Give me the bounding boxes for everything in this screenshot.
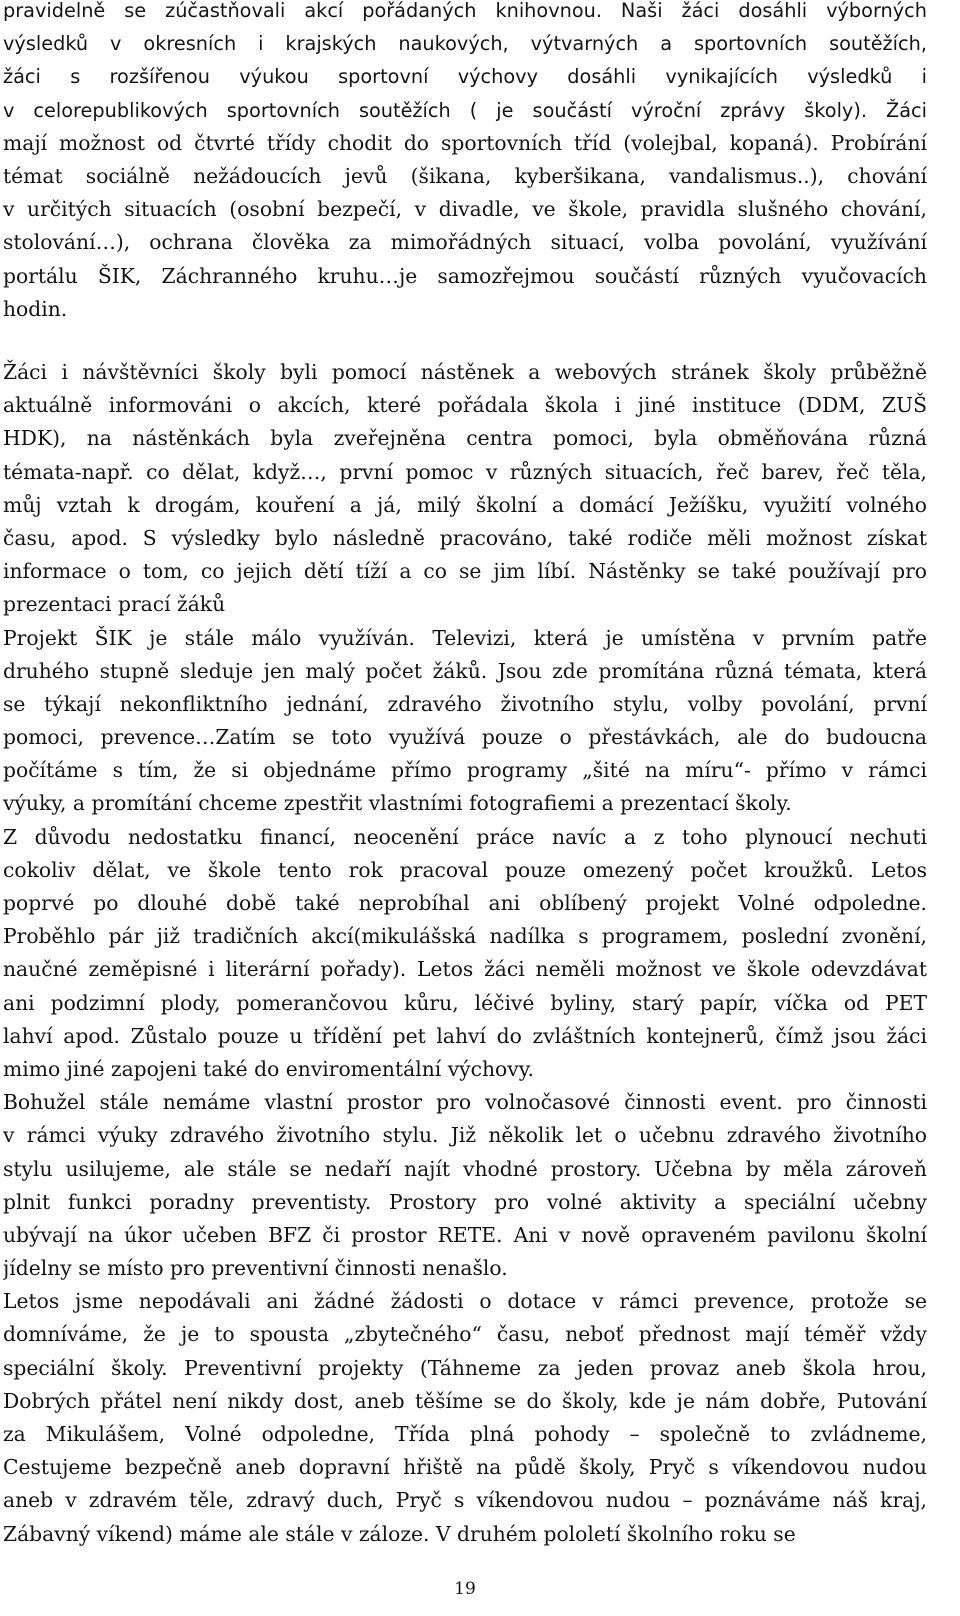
text-line: stylu usilujeme, ale stále se nedaří najít vhodné prostory. Učebna by měla zároveň [3, 1156, 927, 1181]
text-line: žáci s rozšířenou výukou sportovní výchovy dosáhli vynikajících výsledků i [3, 65, 927, 89]
text-line: Z důvodu nedostatku financí, neocenění práce navíc a z toho plynoucí nechuti [3, 824, 927, 849]
text-line: výuky, a promítání chceme zpestřit vlastními fotografiemi a prezentací školy. [3, 791, 792, 816]
text-line: v určitých situacích (osobní bezpečí, v divadle, ve škole, pravidla slušného chování, [3, 197, 927, 222]
page-number: 19 [454, 1579, 476, 1599]
paragraph-intro [3, 0, 927, 326]
text-line: aktuálně informováni o akcích, které pořádala škola i jiné instituce (DDM, ZUŠ [3, 393, 927, 418]
text-line: stolování…), ochrana člověka za mimořádných situací, volba povolání, využívání [3, 230, 927, 255]
text-line: hodin. [3, 296, 68, 321]
text-line: portálu ŠIK, Záchranného kruhu…je samozřejmou součástí různých vyučovacích [3, 263, 927, 288]
text-line: informace o tom, co jejich dětí tíží a co se jim líbí. Nástěnky se také používají pro [3, 559, 927, 584]
text-line: jídelny se místo pro preventivní činnosti nenašlo. [3, 1256, 508, 1281]
text-line: prezentaci prací žáků [3, 592, 226, 617]
text-line: pravidelně se zúčastňovali akcí pořádaných knihovnou. Naši žáci dosáhli výborných [3, 0, 927, 22]
text-line: v celorepublikových sportovních soutěžích ( je součástí výroční zprávy školy). Žáci [3, 98, 927, 122]
text-line: naučné zeměpisné i literární pořady). Letos žáci neměli možnost ve škole odevzdávat [3, 957, 927, 982]
text-line: aneb v zdravém těle, zdravý duch, Pryč s víkendovou nudou – poznáváme náš kraj, [3, 1488, 927, 1513]
text-line: cokoliv dělat, ve škole tento rok pracoval pouze omezený počet kroužků. Letos [3, 857, 927, 882]
text-line: Cestujeme bezpečně aneb dopravní hřiště na půdě školy, Pryč s víkendovou nudou [3, 1455, 927, 1480]
text-line: domníváme, že je to spousta „zbytečného“ času, neboť přednost mají téměř vždy [3, 1322, 927, 1347]
text-line: témat sociálně nežádoucích jevů (šikana, kyberšikana, vandalismus..), chování [3, 163, 927, 188]
text-line: výsledků v okresních i krajských naukových, výtvarných a sportovních soutěžích, [3, 32, 927, 56]
text-line: témata-např. co dělat, když…, první pomoc v různých situacích, řeč barev, řeč těla, [3, 459, 927, 484]
text-line: za Mikulášem, Volné odpoledne, Třída plná pohody – společně to zvládneme, [3, 1422, 927, 1446]
text-line: HDK), na nástěnkách byla zveřejněna centra pomoci, byla obměňována různá [3, 426, 927, 451]
text-line: ani podzimní plody, pomerančovou kůru, léčivé byliny, starý papír, víčka od PET [3, 990, 927, 1015]
text-line: Dobrých přátel není nikdy dost, aneb těšíme se do školy, kde je nám dobře, Putování [3, 1388, 927, 1413]
text-line: Letos jsme nepodávali ani žádné žádosti o dotace v rámci prevence, protože se [3, 1289, 927, 1314]
text-line: druhého stupně sleduje jen malý počet žáků. Jsou zde promítána různá témata, která [3, 658, 927, 683]
text-line: Bohužel stále nemáme vlastní prostor pro volnočasové činnosti event. pro činnosti [3, 1090, 927, 1115]
text-line: se týkají nekonfliktního jednání, zdravého životního stylu, volby povolání, první [3, 691, 927, 716]
text-line: speciální školy. Preventivní projekty (Táhneme za jeden provaz aneb škola hrou, [3, 1355, 927, 1380]
text-line: v rámci výuky zdravého životního stylu. Již několik let o učebnu zdravého životního [3, 1123, 927, 1148]
text-line: Proběhlo pár již tradičních akcí(mikulášská nadílka s programem, poslední zvonění, [3, 924, 927, 949]
text-line: lahví apod. Zůstalo pouze u třídění pet lahví do zvláštních kontejnerů, čímž jsou žáci [3, 1023, 927, 1048]
text-line: počítáme s tím, že si objednáme přímo programy „šité na míru“- přímo v rámci [3, 758, 927, 783]
text-line: můj vztah k drogám, kouření a já, milý školní a domácí Ježíšku, využití volného [3, 492, 927, 517]
text-line: Žáci i návštěvníci školy byli pomocí nástěnek a webových stránek školy průběžně [3, 360, 927, 384]
text-line: ubývají na úkor učeben BFZ či prostor RETE. Ani v nově opraveném pavilonu školní [3, 1222, 927, 1247]
text-line: poprvé po dlouhé době také neprobíhal ani oblíbený projekt Volné odpoledne. [3, 891, 927, 915]
text-line: Projekt ŠIK je stále málo využíván. Televizi, která je umístěna v prvním patře [3, 625, 927, 650]
text-line: pomoci, prevence…Zatím se toto využívá pouze o přestávkách, ale do budoucna [3, 725, 927, 750]
text-line: času, apod. S výsledky bylo následně pracováno, také rodiče měli možnost získat [3, 525, 927, 550]
paragraph-main [3, 356, 927, 1551]
text-line: Zábavný víkend) máme ale stále v záloze. V druhém pololetí školního roku se [3, 1521, 796, 1546]
text-line: mimo jiné zapojeni také do enviromentální výchovy. [3, 1056, 534, 1081]
text-line: mají možnost od čtvrté třídy chodit do sportovních tříd (volejbal, kopaná). Probírání [3, 130, 927, 155]
text-line: plnit funkci poradny preventisty. Prostory pro volné aktivity a speciální učebny [3, 1189, 927, 1214]
